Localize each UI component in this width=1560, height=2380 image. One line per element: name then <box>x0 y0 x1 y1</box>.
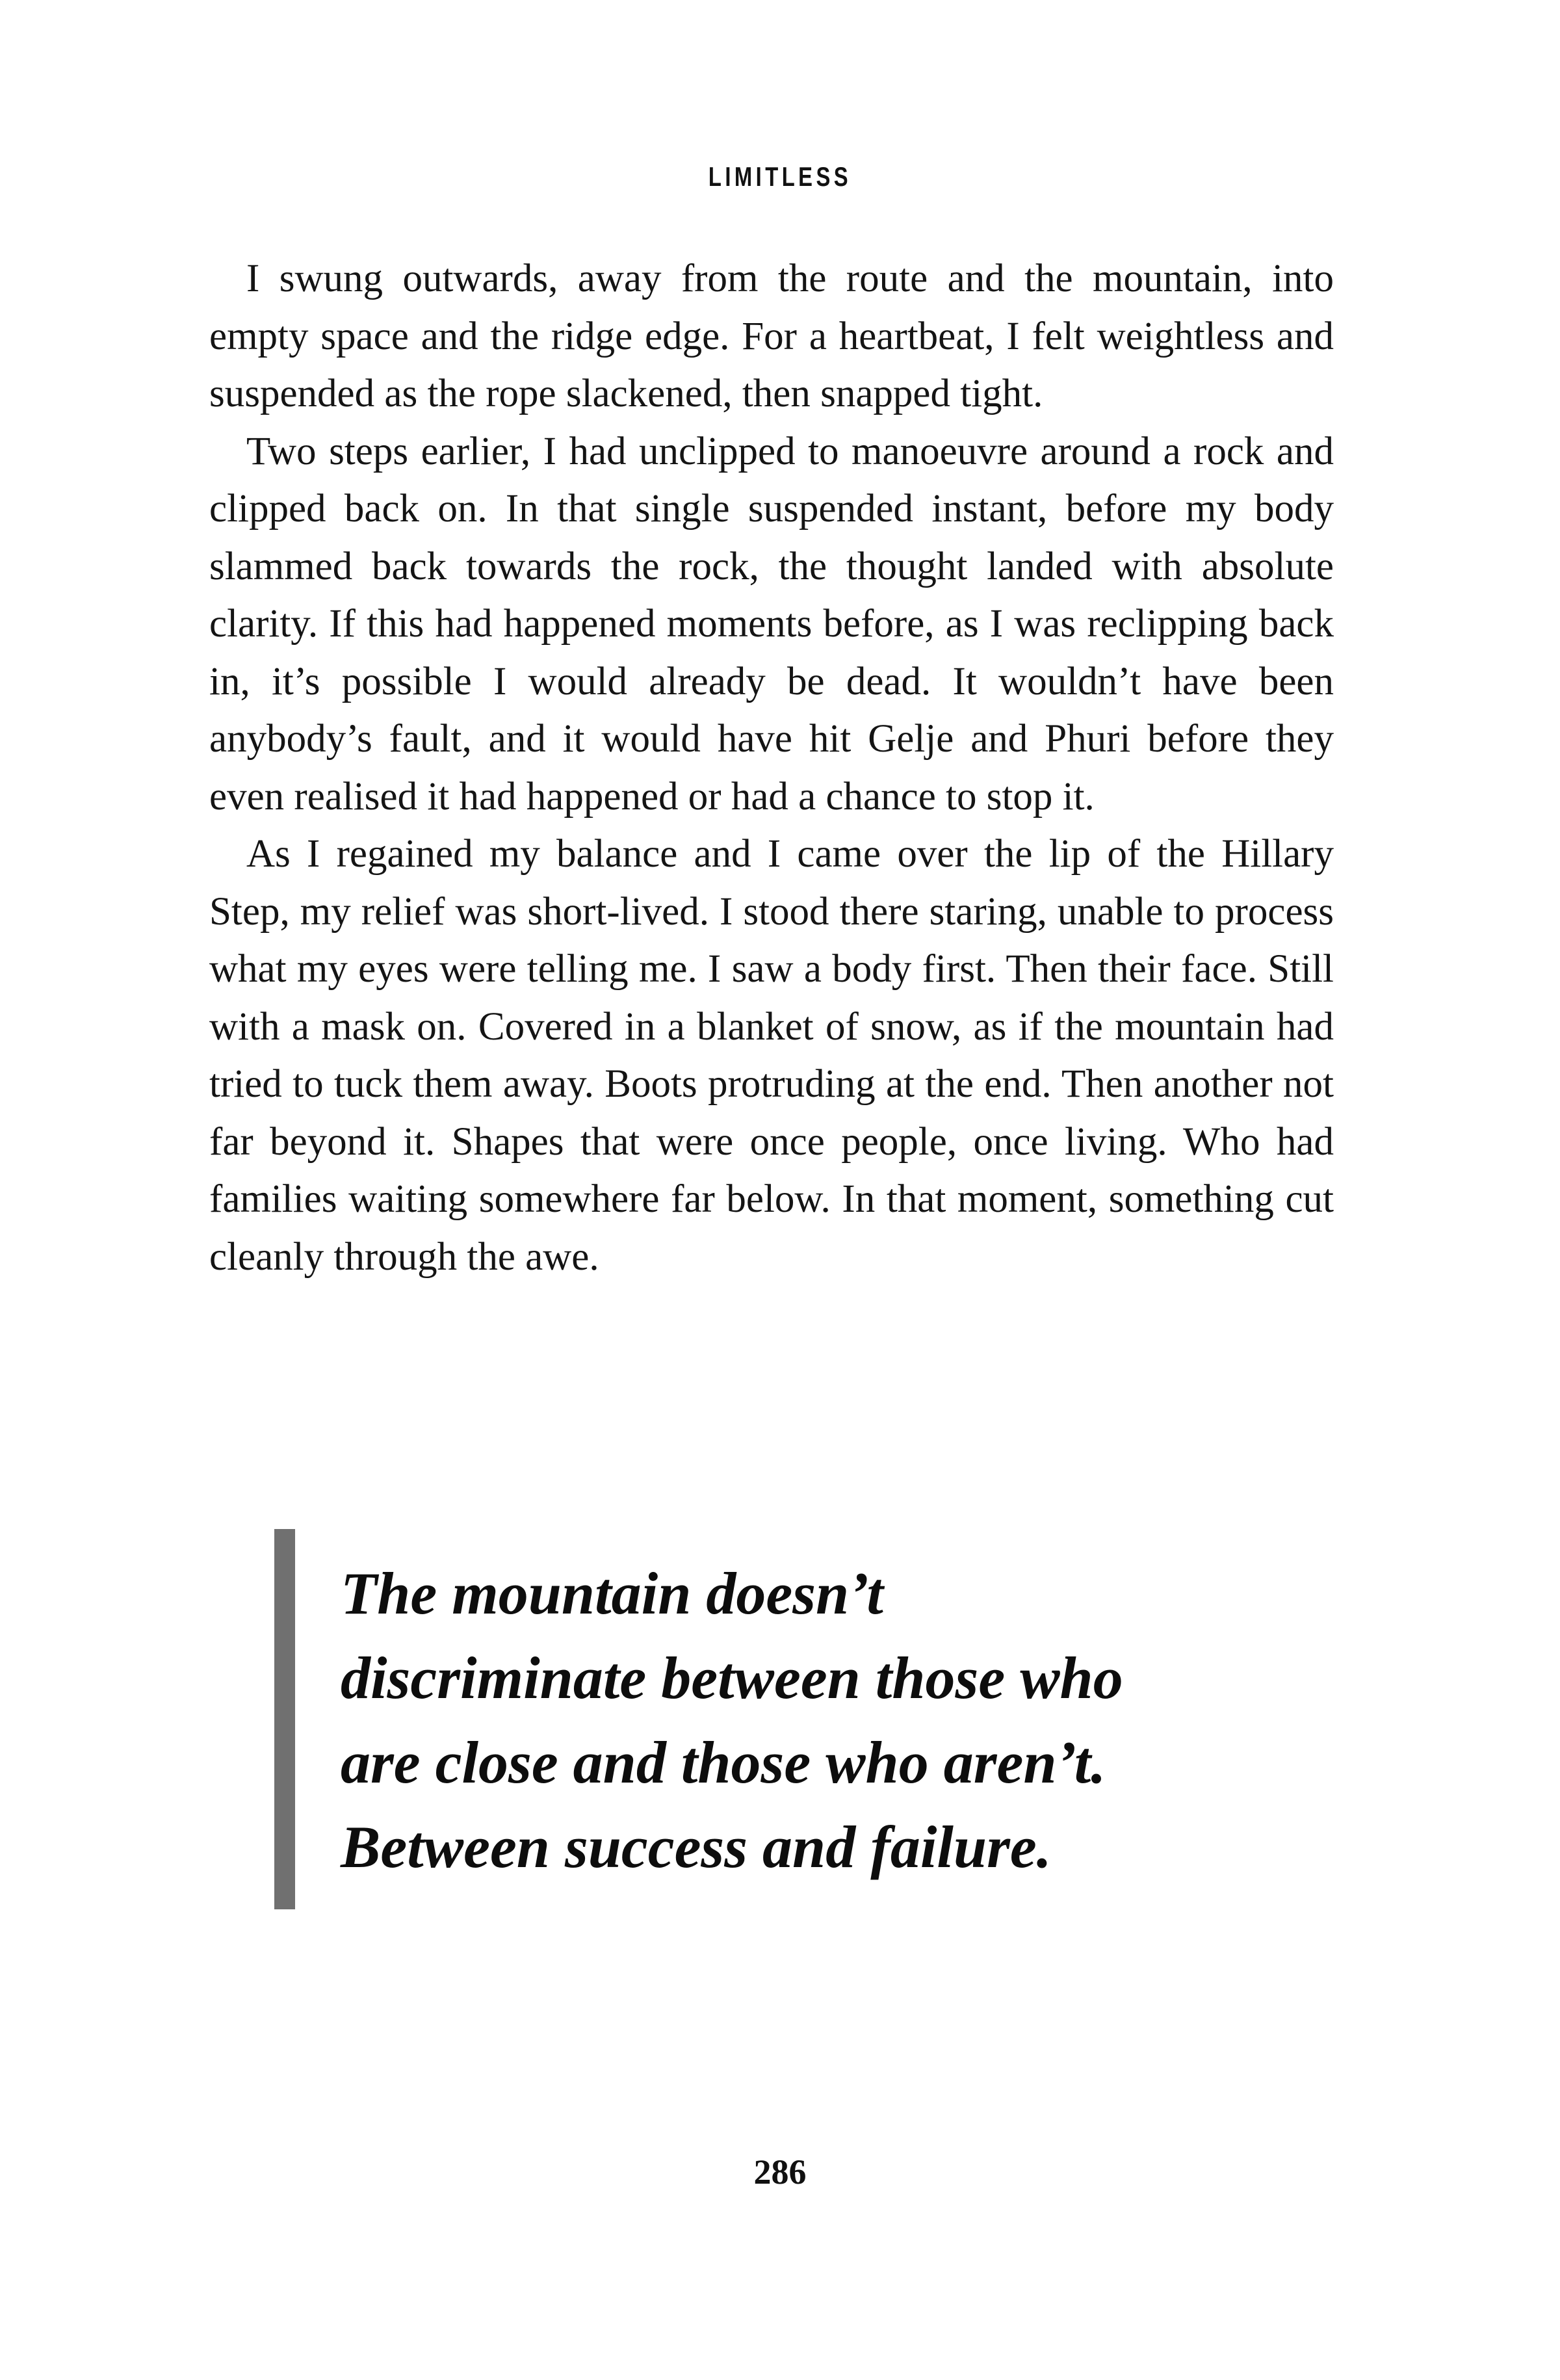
quote-bar <box>274 1529 295 1909</box>
body-text <box>209 250 1334 1286</box>
quote-text <box>341 1551 1316 1889</box>
running-head: LIMITLESS <box>708 161 852 192</box>
quote-line: Between success and failure. <box>341 1814 1052 1880</box>
paragraph: I swung outwards, away from the route and the mountain, into empty space and the ridge edge. For a heartbeat, I felt weightless and suspended as the rope slackened, then snapped tight. <box>209 257 1334 415</box>
paragraph: Two steps earlier, I had unclipped to manoeuvre around a rock and clipped back on. In that single suspended instant, before my body slammed back towards the rock, the thought landed with absolute clarity. If this had happened moments before, as I was reclipping back in, it’s possible I would already be dead. It wouldn’t have been anybody’s fault, and it would have hit Gelje and Phuri before they even realised it had happened or had a chance to stop it. <box>209 429 1334 818</box>
pull-quote <box>274 1529 1314 1909</box>
quote-line: are close and those who aren’t. <box>341 1729 1106 1796</box>
quote-line: The mountain doesn’t <box>341 1560 883 1627</box>
paragraph: As I regained my balance and I came over the lip of the Hillary Step, my relief was short-lived. I stood there staring, unable to process what my eyes were telling me. I saw a body first. Then their face. Still with a mask on. Covered in a blanket of snow, as if the mountain had tried to tuck them away. Boots protruding at the end. Then another not far beyond it. Shapes that were once people, once living. Who had families waiting somewhere far below. In that moment, something cut cleanly through the awe. <box>209 832 1334 1279</box>
page-number: 286 <box>753 2152 807 2191</box>
quote-line: discriminate between those who <box>341 1645 1123 1711</box>
